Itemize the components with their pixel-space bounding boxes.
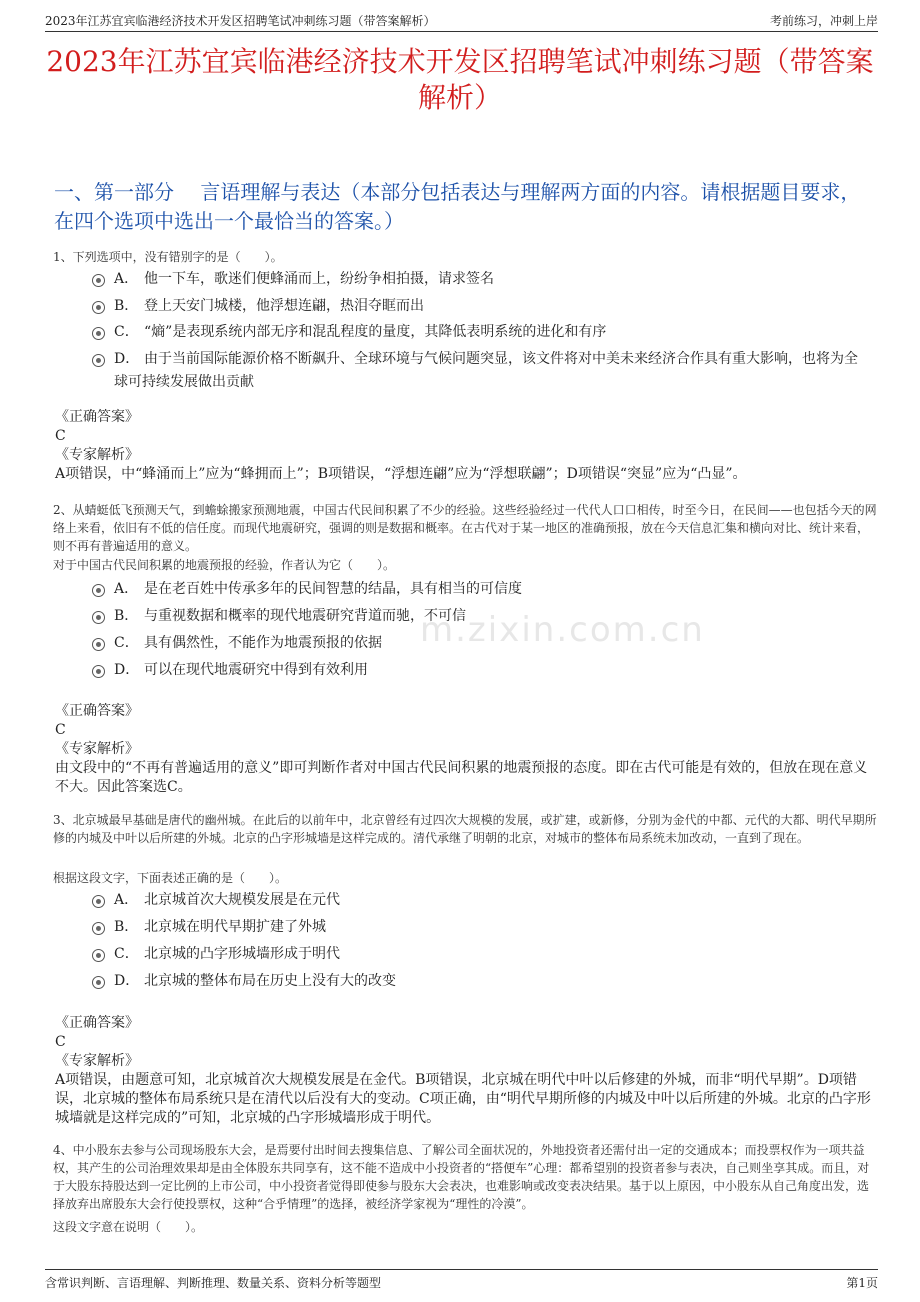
watermark: m.zixin.com.cn (420, 610, 705, 650)
option-text: 北京城的凸字形城墙形成于明代 (144, 946, 340, 962)
option-text: 是在老百姓中传承多年的民间智慧的结晶，具有相当的可信度 (144, 581, 522, 597)
document-title: 2023年江苏宜宾临港经济技术开发区招聘笔试冲刺练习题（带答案解析） (46, 45, 874, 114)
option-text: 与重视数据和概率的现代地震研究背道而驰，不可信 (144, 608, 466, 624)
question-3-stem: 3、北京城最早基础是唐代的幽州城。在此后的以前年中，北京曾经有过四次大规模的发展，或扩建，或新修，分别为金代的中都、元代的大都、明代早期所修的内城及中叶以后所建的外城。北京的凸字形城墙是这样完成的。清代承继了明朝的北京，对城市的整体布局系统未加改动，一直到了现在。 (53, 813, 877, 845)
section-heading: 一、第一部分 言语理解与表达（本部分包括表达与理解两方面的内容。请根据题目要求，在四个选项中选出一个最恰当的答案。） (54, 180, 861, 233)
question-4-prompt: 这段文字意在说明（ ）。 (53, 1220, 204, 1234)
option-text: 可以在现代地震研究中得到有效利用 (144, 662, 368, 678)
option-text: 北京城首次大规模发展是在元代 (144, 892, 340, 908)
option-text: “熵”是表现系统内部无序和混乱程度的量度，其降低表明系统的进化和有序 (144, 324, 607, 340)
radio-icon[interactable] (92, 274, 105, 287)
question-2-option-a[interactable] (92, 578, 868, 601)
radio-icon[interactable] (92, 327, 105, 340)
header-slogan: 考前练习，冲刺上岸 (769, 14, 878, 28)
radio-icon[interactable] (92, 638, 105, 651)
question-1-option-c[interactable] (92, 321, 868, 344)
radio-icon[interactable] (92, 922, 105, 935)
option-text: 北京城在明代早期扩建了外城 (144, 919, 326, 935)
option-text: 登上天安门城楼，他浮想连翩，热泪夺眶而出 (144, 298, 424, 314)
question-3-analysis: A项错误，由题意可知，北京城首次大规模发展是在金代。B项错误，北京城在明代中叶以后修建的外城，而非“明代早期”。D项错误，北京城的整体布局系统只是在清代以后没有大的变动。C项正确，由“明代早期所修的内城及中叶以后所建的外城。北京的凸字形城墙就是这样完成的”可知，北京城的凸字形城墙形成于明代。 (55, 1072, 871, 1126)
option-key: C． (114, 324, 139, 340)
page-number: 第1页 (846, 1276, 878, 1290)
question-3-answer-label: 《正确答案》 (55, 1015, 139, 1031)
question-1-analysis: A项错误，中“蜂涌而上”应为“蜂拥而上”；B项错误，“浮想连翩”应为“浮想联翩”；D项错误“突显”应为“凸显”。 (55, 466, 747, 482)
question-1-option-d[interactable] (92, 348, 868, 394)
footer-description: 含常识判断、言语理解、判断推理、数量关系、资料分析等题型 (45, 1276, 382, 1290)
radio-icon[interactable] (92, 895, 105, 908)
option-key: C． (114, 635, 139, 651)
question-2-stem: 2、从蜻蜓低飞预测天气，到蟾蜍搬家预测地震，中国古代民间积累了不少的经验。这些经验经过一代代人口口相传，时至今日，在民间——也包括今天的网络上来看，依旧有不低的信任度。而现代地震研究，强调的则是数据和概率。在古代对于某一地区的准确预报，放在今天信息汇集和横向对比、统计来看，则不再有普遍适用的意义。 (53, 503, 877, 553)
option-key: D． (114, 973, 140, 989)
option-key: B． (114, 919, 139, 935)
question-1-analysis-label: 《专家解析》 (55, 447, 139, 463)
option-key: D． (114, 351, 140, 367)
option-key: B． (114, 298, 139, 314)
option-key: B． (114, 608, 139, 624)
option-key: D． (114, 662, 140, 678)
radio-icon[interactable] (92, 611, 105, 624)
question-2-answer-label: 《正确答案》 (55, 703, 139, 719)
option-key: A． (114, 892, 139, 908)
option-key: A． (114, 271, 139, 287)
option-key: A． (114, 581, 139, 597)
question-2-answer: C (55, 722, 66, 738)
question-3-prompt: 根据这段文字，下面表述正确的是（ ）。 (53, 871, 288, 885)
question-1-stem: 1、下列选项中，没有错别字的是（ ）。 (53, 250, 283, 264)
question-3-option-c[interactable] (92, 943, 868, 966)
radio-icon[interactable] (92, 301, 105, 314)
question-4-stem: 4、中小股东去参与公司现场股东大会，是焉要付出时间去搜集信息、了解公司全面状况的，外地投资者还需付出一定的交通成本；而投票权作为一项共益权，其产生的公司治理效果却是由全体股东共同享有，这不能不造成中小投资者的“搭便车”心理：都希望别的投资者参与表决，自己则坐享其成。而且，对于大股东持股达到一定比例的上市公司，中小投资者觉得即使参与股东大会表决，也难影响或改变表决结果。基于以上原因，中小股东从自己角度出发，选择放弃出席股东大会行使投票权，这种“合乎情理”的选择，被经济学家视为“理性的冷漠”。 (53, 1143, 870, 1211)
radio-icon[interactable] (92, 665, 105, 678)
question-3-answer: C (55, 1034, 66, 1050)
question-1-option-b[interactable] (92, 295, 868, 318)
option-text: 他一下车，歌迷们便蜂涌而上，纷纷争相拍摄，请求签名 (144, 271, 494, 287)
page-footer (45, 1269, 878, 1293)
question-1-answer: C (55, 428, 66, 444)
question-2-analysis: 由文段中的“不再有普遍适用的意义”即可判断作者对中国古代民间积累的地震预报的态度。即在古代可能是有效的，但放在现在意义不大。因此答案选C。 (55, 760, 868, 795)
option-text: 具有偶然性，不能作为地震预报的依据 (144, 635, 382, 651)
option-key: C． (114, 946, 139, 962)
question-1-option-a[interactable] (92, 268, 868, 291)
radio-icon[interactable] (92, 354, 105, 367)
question-2-analysis-label: 《专家解析》 (55, 741, 139, 757)
question-3-option-b[interactable] (92, 916, 868, 939)
radio-icon[interactable] (92, 949, 105, 962)
page-header (45, 12, 878, 32)
option-text: 由于当前国际能源价格不断飙升、全球环境与气候问题突显，该文件将对中美未来经济合作具有重大影响，也将为全球可持续发展做出贡献 (114, 351, 858, 390)
question-3-analysis-label: 《专家解析》 (55, 1053, 139, 1069)
radio-icon[interactable] (92, 584, 105, 597)
question-3-option-a[interactable] (92, 889, 868, 912)
option-text: 北京城的整体布局在历史上没有大的改变 (144, 973, 396, 989)
header-doc-title: 2023年江苏宜宾临港经济技术开发区招聘笔试冲刺练习题（带答案解析） (45, 14, 436, 28)
radio-icon[interactable] (92, 976, 105, 989)
question-3-option-d[interactable] (92, 970, 868, 993)
question-2-prompt: 对于中国古代民间积累的地震预报的经验，作者认为它（ ）。 (53, 558, 396, 572)
question-2-option-d[interactable] (92, 659, 868, 682)
question-1-answer-label: 《正确答案》 (55, 409, 139, 425)
